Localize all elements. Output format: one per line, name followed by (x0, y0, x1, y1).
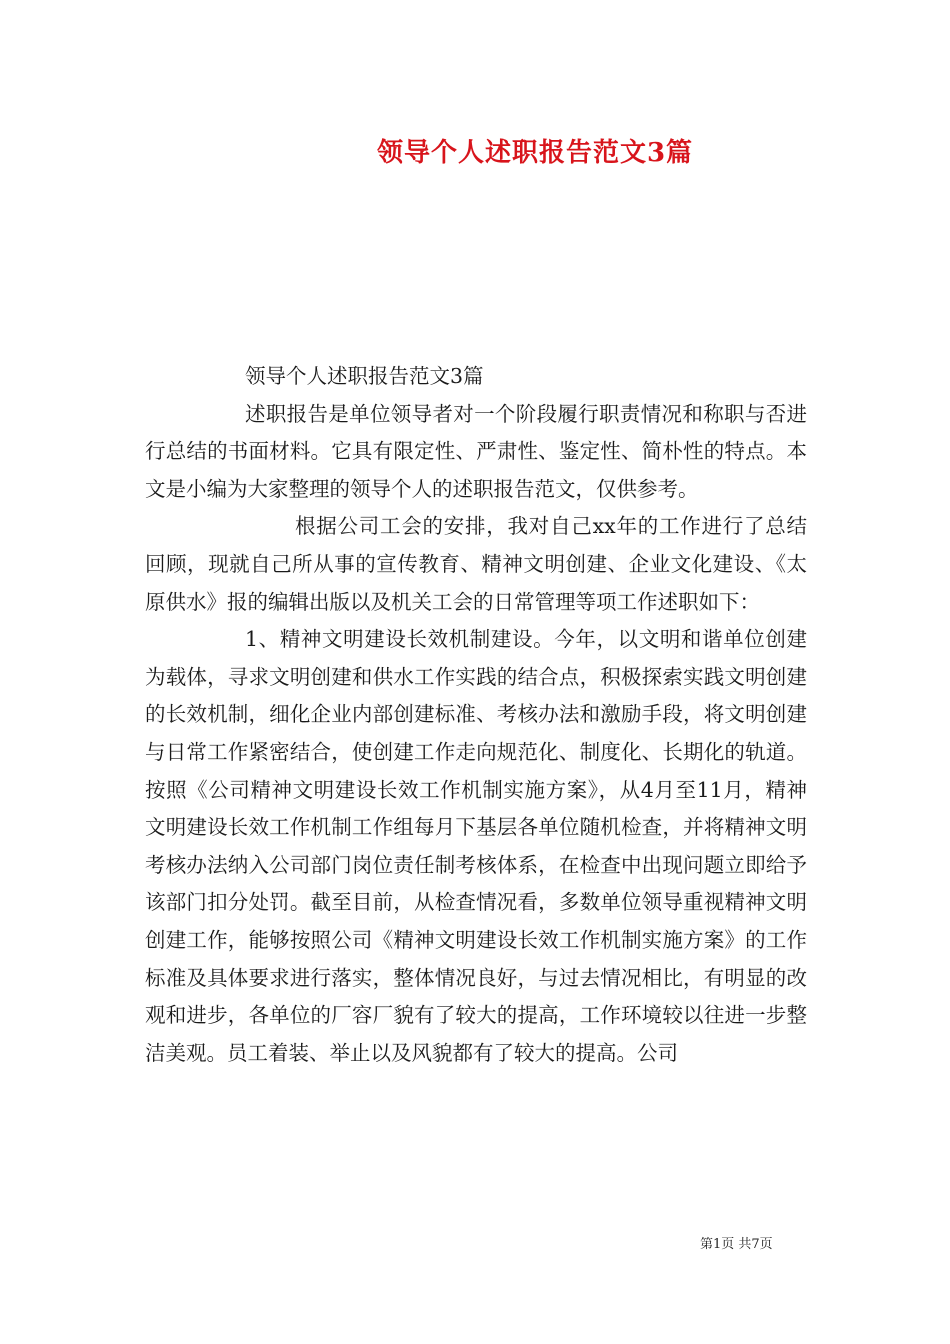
paragraph-intro: 述职报告是单位领导者对一个阶段履行职责情况和称职与否进行总结的书面材料。它具有限定性、严肃性、鉴定性、简朴性的特点。本文是小编为大家整理的领导个人的述职报告范文，仅供参考。 (145, 401, 807, 501)
document-title: 领导个人述职报告范文3篇 (376, 138, 694, 168)
document-subtitle: 领导个人述职报告范文3篇 (245, 364, 484, 388)
paragraph-review: 根据公司工会的安排，我对自己xx年的工作进行了总结回顾，现就自己所从事的宣传教育、精神文明创建、企业文化建设、《太原供水》报的编辑出版以及机关工会的日常管理等项工作述职如下： (145, 514, 807, 614)
document-body (145, 358, 807, 1072)
page-number: 第1页 共7页 (700, 1237, 773, 1252)
paragraph-item-1: 1、精神文明建设长效机制建设。今年，以文明和谐单位创建为载体，寻求文明创建和供水工作实践的结合点，积极探索实践文明创建的长效机制，细化企业内部创建标准、考核办法和激励手段，将文明创建与日常工作紧密结合，使创建工作走向规范化、制度化、长期化的轨道。按照《公司精神文明建设长效工作机制实施方案》，从4月至11月，精神文明建设长效工作机制工作组每月下基层各单位随机检查，并将精神文明考核办法纳入公司部门岗位责任制考核体系，在检查中出现问题立即给予该部门扣分处罚。截至目前，从检查情况看，多数单位领导重视精神文明创建工作，能够按照公司《精神文明建设长效工作机制实施方案》的工作标准及具体要求进行落实，整体情况良好，与过去情况相比，有明显的改观和进步，各单位的厂容厂貌有了较大的提高，工作环境较以往进一步整洁美观。员工着装、举止以及风貌都有了较大的提高。公司 (145, 627, 807, 1065)
